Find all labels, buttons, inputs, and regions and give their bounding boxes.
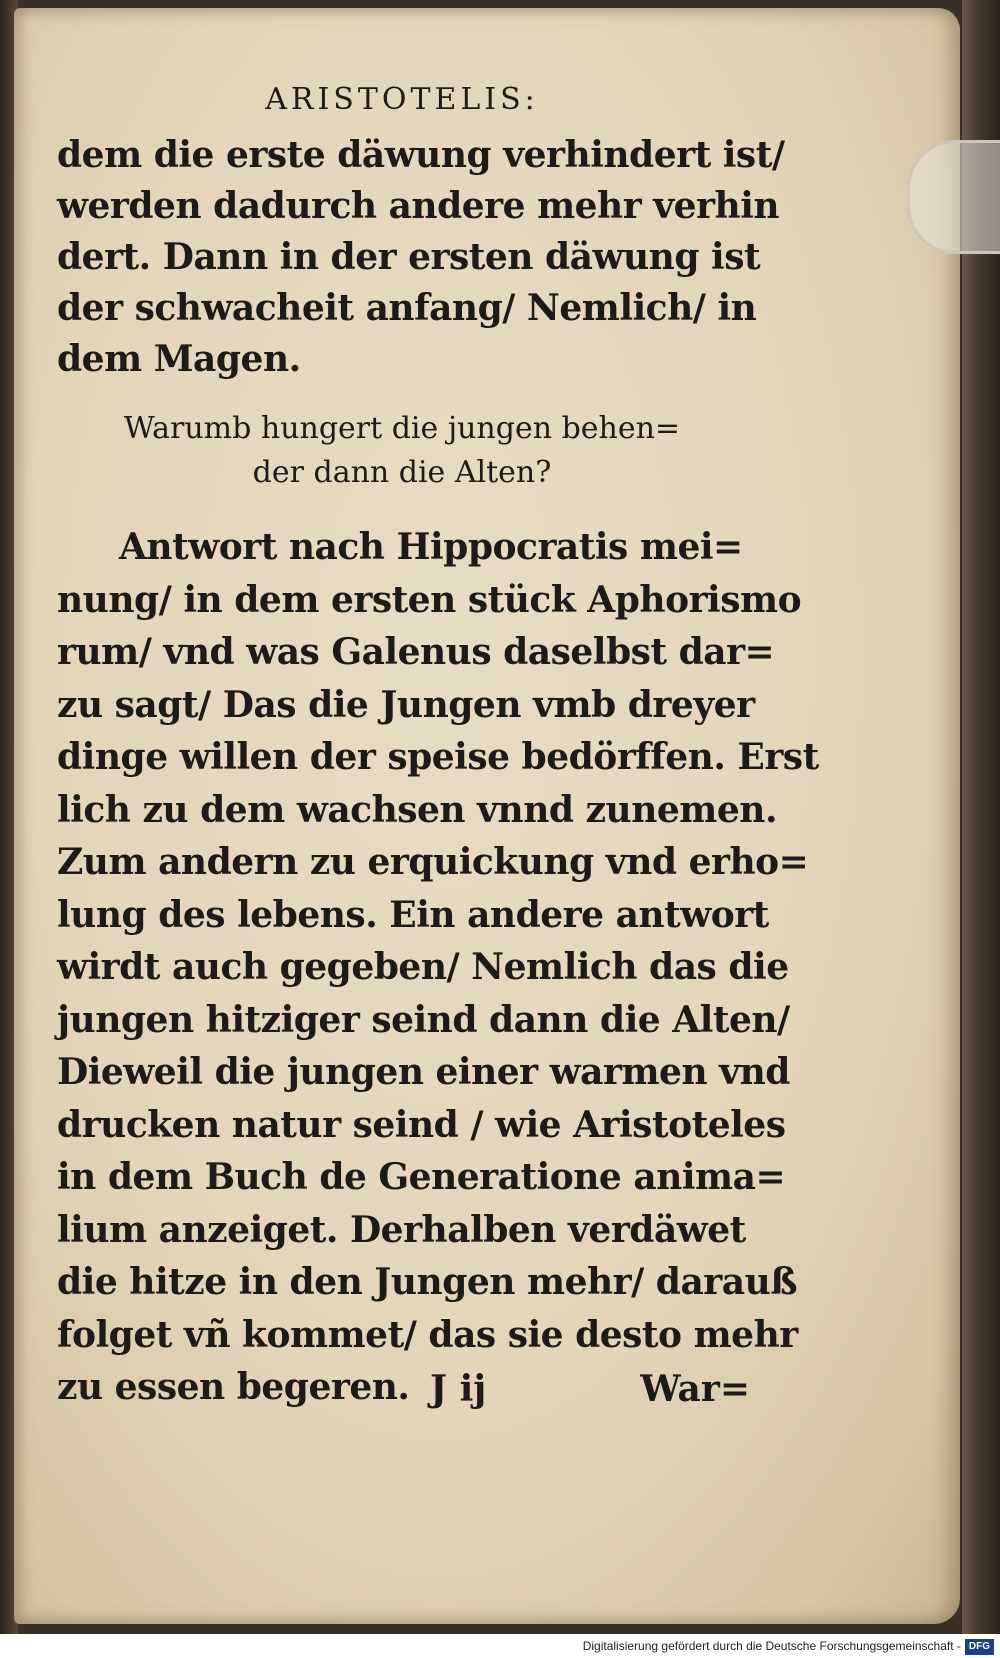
text-line: in dem Buch de Generatione anima= (57, 1156, 786, 1198)
answer-paragraph (57, 521, 819, 1414)
text-line: Dieweil die jungen einer warmen vnd (57, 1051, 790, 1093)
text-line: Antwort nach Hippocratis mei= (119, 526, 743, 568)
page-clip-tab (907, 140, 1000, 254)
text-line: dert. Dann in der ersten däwung ist (57, 236, 761, 278)
question-line: der dann die Alten? (252, 455, 552, 490)
question-heading (57, 407, 747, 495)
text-line: lung des lebens. Ein andere antwort (57, 893, 769, 936)
credit-text: Digitalisierung gefördert durch die Deutsche Forschungsgemeinschaft - (582, 1639, 961, 1653)
question-line: Warumb hungert die jungen behen= (123, 411, 681, 446)
text-line: nung/ in dem ersten stück Aphorismo (57, 578, 802, 621)
text-line: zu sagt/ Das die Jungen vmb dreyer (57, 683, 755, 726)
digitization-credit (0, 1634, 1000, 1658)
dfg-logo: DFG (965, 1639, 994, 1655)
text-line: werden dadurch andere mehr verhin (57, 185, 780, 227)
catchword: War= (640, 1368, 750, 1410)
text-line: Zum andern zu erquickung vnd erho= (57, 841, 809, 883)
page-footer (430, 1368, 750, 1428)
text-line: lium anzeiget. Derhalben verdäwet (57, 1208, 746, 1251)
text-line: zu essen begeren. (57, 1366, 410, 1408)
text-line: drucken natur seind / wie Aristoteles (57, 1103, 786, 1146)
text-line: die hitze in den Jungen mehr/ darauß (57, 1261, 798, 1303)
top-paragraph (57, 130, 785, 385)
text-line: lich zu dem wachsen vnnd zunemen. (57, 788, 777, 831)
text-line: dem Magen. (57, 338, 301, 380)
text-line: dinge willen der speise bedörffen. Erst (57, 736, 819, 778)
page-text-block (57, 78, 819, 1414)
text-line: jungen hitziger seind dann die Alten/ (57, 998, 790, 1041)
text-line: der schwacheit anfang/ Nemlich/ in (57, 287, 757, 329)
text-line: folget vñ kommet/ das sie desto mehr (57, 1313, 798, 1356)
text-line: rum/ vnd was Galenus daselbst dar= (57, 631, 775, 673)
running-head: ARISTOTELIS: (265, 82, 539, 117)
signature-mark: J ij (430, 1368, 487, 1410)
text-line: wirdt auch gegeben/ Nemlich das die (57, 946, 789, 988)
text-line: dem die erste däwung verhindert ist/ (57, 134, 785, 176)
